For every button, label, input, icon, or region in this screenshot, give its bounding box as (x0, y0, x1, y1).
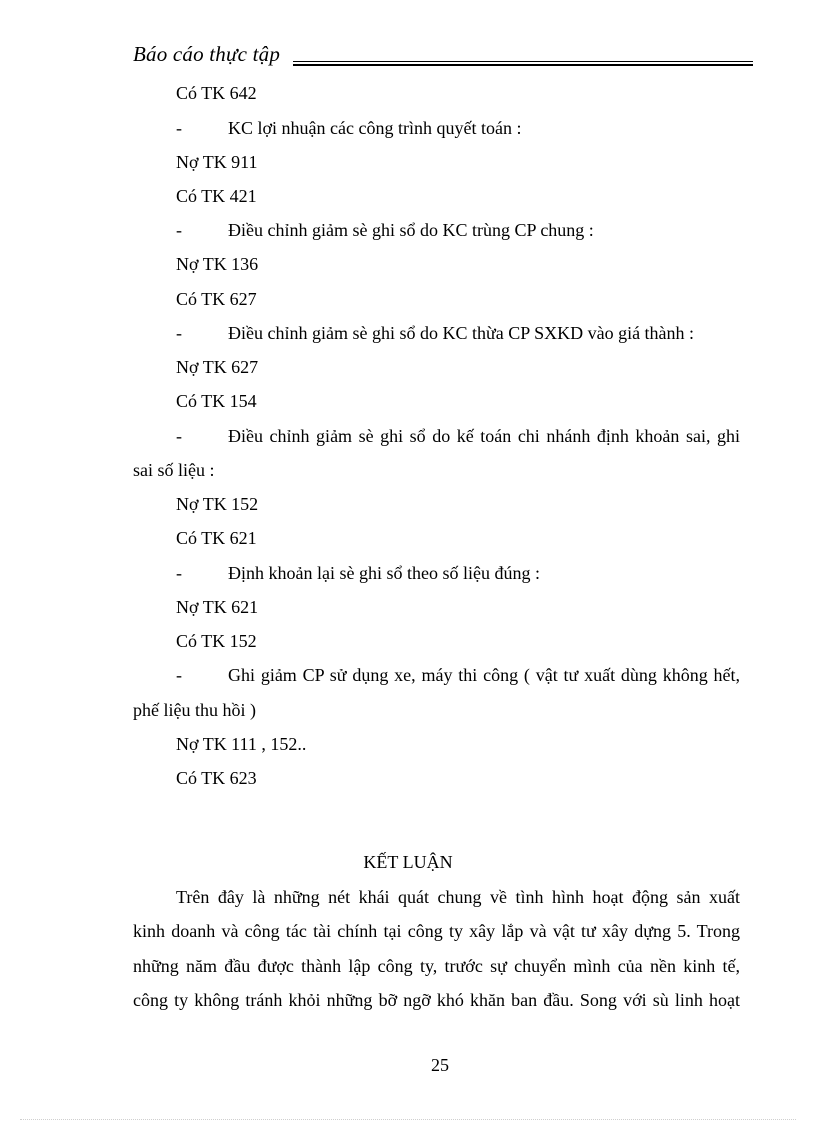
account-line: Có TK 421 (176, 186, 257, 206)
bullet-text: Điều chỉnh giảm sè ghi sổ do kế toán chi nhánh định khoản sai, ghi (228, 426, 740, 446)
bullet-dash: - (176, 118, 182, 138)
bullet-text: KC lợi nhuận các công trình quyết toán : (228, 118, 522, 138)
account-line: Nợ TK 911 (176, 152, 258, 172)
account-line: Có TK 621 (176, 528, 257, 548)
header-title: Báo cáo thực tập (133, 42, 281, 66)
bullet-text: Điều chỉnh giảm sè ghi sổ do KC thừa CP SXKD vào giá thành : (228, 323, 695, 343)
account-line: Có TK 627 (176, 289, 257, 309)
account-line: Nợ TK 627 (176, 357, 259, 377)
account-line: Có TK 154 (176, 391, 257, 411)
paragraph-line: những năm đầu được thành lập công ty, trước sự chuyển mình của nền kinh tế, (133, 956, 740, 976)
conclusion-heading: KẾT LUẬN (363, 852, 453, 872)
account-line: Nợ TK 152 (176, 494, 259, 514)
continuation-line: phế liệu thu hồi ) (133, 700, 256, 720)
account-line: Có TK 152 (176, 631, 257, 651)
bullet-dash: - (176, 323, 182, 343)
account-line: Có TK 642 (176, 83, 257, 103)
account-line: Có TK 623 (176, 768, 257, 788)
paragraph-line: công ty không tránh khỏi những bỡ ngỡ khó khăn ban đầu. Song với sù linh hoạt (133, 990, 740, 1010)
page-number: 25 (431, 1055, 449, 1075)
bullet-dash: - (176, 563, 182, 583)
bullet-dash: - (176, 220, 182, 240)
bullet-dash: - (176, 665, 182, 685)
footer-rule (20, 1119, 796, 1120)
account-line: Nợ TK 136 (176, 254, 259, 274)
continuation-line: sai số liệu : (133, 460, 215, 480)
paragraph-line: kinh doanh và công tác tài chính tại công ty xây lắp và vật tư xây dựng 5. Trong (133, 921, 740, 941)
bullet-text: Định khoản lại sè ghi sổ theo số liệu đúng : (228, 563, 540, 583)
header-rule-double (293, 64, 753, 66)
header-rule (293, 61, 753, 62)
account-line: Nợ TK 111 , 152.. (176, 734, 307, 754)
bullet-text: Điều chỉnh giảm sè ghi sổ do KC trùng CP chung : (228, 220, 594, 240)
bullet-dash: - (176, 426, 182, 446)
paragraph-line: Trên đây là những nét khái quát chung về tình hình hoạt động sản xuất (176, 887, 740, 907)
account-line: Nợ TK 621 (176, 597, 259, 617)
page-header (133, 40, 753, 70)
bullet-text: Ghi giảm CP sử dụng xe, máy thi công ( vật tư xuất dùng không hết, (228, 665, 740, 685)
